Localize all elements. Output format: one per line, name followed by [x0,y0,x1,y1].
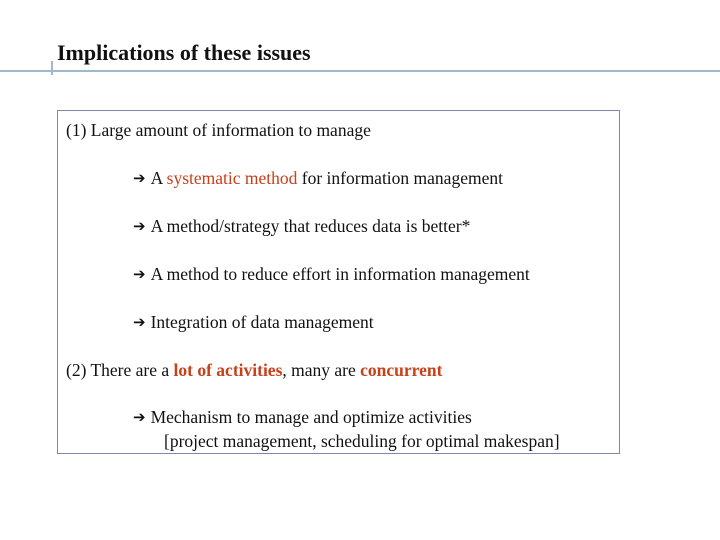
title-divider [0,70,720,72]
highlight-text: concurrent [360,360,443,380]
highlight-text: lot of activities [173,360,283,380]
right-arrow-icon: ➔ [133,313,146,331]
highlight-text: systematic method [166,168,298,188]
issue-2-heading: (2) There are a lot of activities, many are concurrent [66,360,443,380]
page-title: Implications of these issues [57,40,311,65]
title-divider-tick [51,61,53,75]
right-arrow-icon: ➔ [133,217,146,235]
right-arrow-icon: ➔ [133,169,146,187]
issue-1-point-2: ➔ A method/strategy that reduces data is better* [133,216,471,236]
content-box [57,110,620,454]
issue-1-point-4: ➔ Integration of data management [133,312,374,332]
issue-1-point-1: ➔ A systematic method for information management [133,168,503,188]
issue-2-point-1-detail: [project management, scheduling for optimal makespan] [164,431,560,451]
right-arrow-icon: ➔ [133,408,146,426]
right-arrow-icon: ➔ [133,265,146,283]
issue-1-point-3: ➔ A method to reduce effort in information management [133,264,530,284]
issue-2-point-1: ➔ Mechanism to manage and optimize activities [133,407,472,427]
issue-1-heading: (1) Large amount of information to manage [66,120,371,140]
